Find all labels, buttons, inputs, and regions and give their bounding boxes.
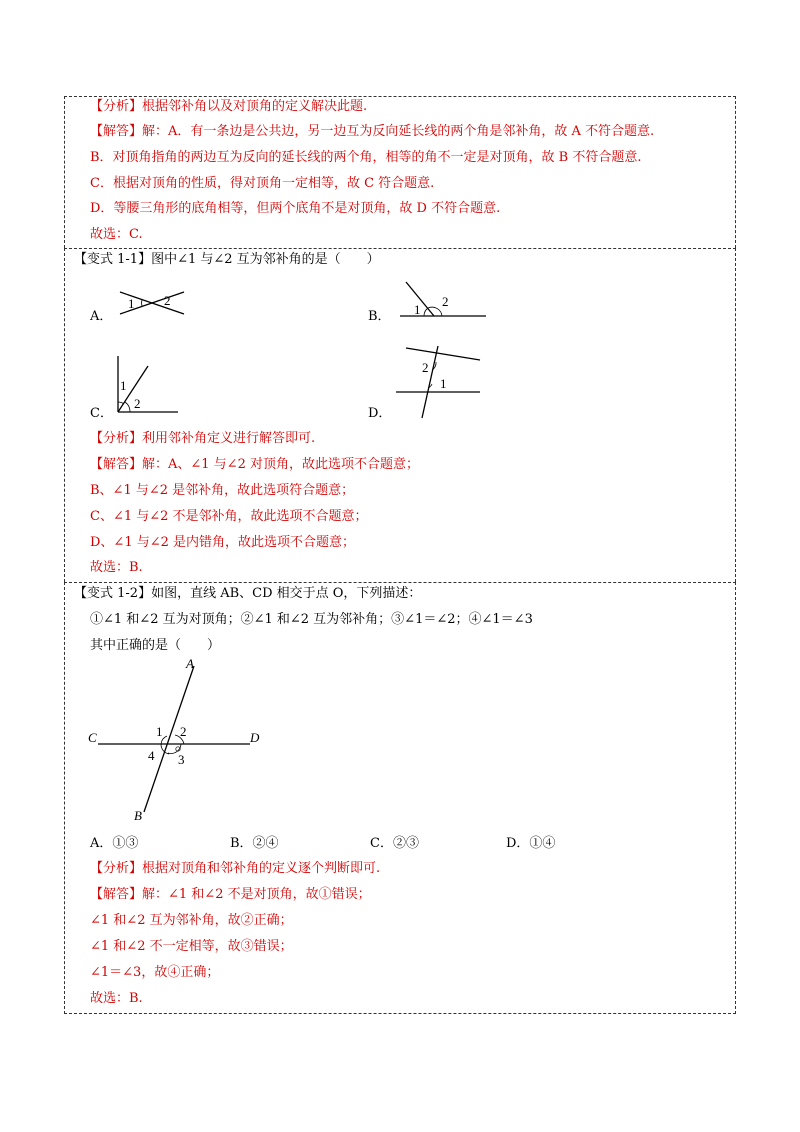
answer-c: C．根据对顶角的性质，得对顶角一定相等，故 C 符合题意. bbox=[90, 176, 435, 191]
figure-b bbox=[396, 278, 492, 322]
analysis-text-3: 【分析】根据对顶角和邻补角的定义逐个判断即可. bbox=[90, 861, 381, 876]
option-a-label: A． bbox=[90, 309, 113, 324]
question-text-3: 【变式 1-2】如图，直线 AB、CD 相交于点 O，下列描述： bbox=[74, 586, 422, 601]
figure-c-label-1: 1 bbox=[120, 378, 127, 393]
figure-a bbox=[112, 286, 192, 326]
option-b-label: B． bbox=[368, 309, 391, 324]
choice-text-3: 故选：B. bbox=[90, 991, 143, 1006]
figure-d-label-1: 1 bbox=[440, 376, 447, 391]
statements-text: ①∠1 和∠2 互为对顶角；②∠1 和∠2 互为邻补角；③∠1＝∠2；④∠1＝∠3 bbox=[90, 612, 533, 627]
figure-a-label-2: 2 bbox=[164, 293, 171, 308]
answer-line-2: ∠1 和∠2 互为邻补角，故②正确； bbox=[90, 913, 293, 928]
answer-d-2: D、∠1 与∠2 是内错角，故此选项不合题意； bbox=[90, 535, 356, 550]
answer-line-3: ∠1 和∠2 不一定相等，故③错误； bbox=[90, 939, 293, 954]
answer-text-3: 【解答】解：∠1 和∠2 不是对顶角，故①错误； bbox=[90, 887, 371, 902]
option-a-3: A．①③ bbox=[90, 836, 139, 851]
figure-a-label-1: 1 bbox=[128, 296, 135, 311]
prompt-text: 其中正确的是（ ） bbox=[90, 638, 221, 653]
option-b-3: B．②④ bbox=[230, 836, 279, 851]
figure-label-3: 3 bbox=[178, 752, 185, 767]
figure-d bbox=[392, 342, 484, 422]
option-c-label: C． bbox=[90, 406, 113, 421]
figure-b-label-2: 2 bbox=[442, 294, 449, 309]
option-c-3: C．②③ bbox=[370, 836, 419, 851]
figure-label-C: C bbox=[88, 730, 97, 745]
figure-label-4: 4 bbox=[148, 748, 155, 763]
answer-b: B．对顶角指角的两边互为反向的延长线的两个角，相等的角不一定是对顶角，故 B 不符合题意. bbox=[90, 150, 642, 165]
figure-label-B: B bbox=[134, 808, 142, 823]
choice-text: 故选：C. bbox=[90, 227, 143, 242]
question-text: 【变式 1-1】图中∠1 与∠2 互为邻补角的是（ ） bbox=[74, 252, 380, 267]
answer-b-2: B、∠1 与∠2 是邻补角，故此选项符合题意； bbox=[90, 483, 355, 498]
answer-text-2: 【解答】解：A、∠1 与∠2 对顶角，故此选项不合题意； bbox=[90, 457, 419, 472]
frame-block-1 bbox=[64, 96, 736, 248]
answer-line-4: ∠1＝∠3，故④正确； bbox=[90, 965, 220, 980]
figure-b-label-1: 1 bbox=[414, 302, 421, 317]
figure-ab-cd bbox=[86, 656, 266, 824]
figure-c bbox=[112, 352, 184, 416]
figure-label-A: A bbox=[186, 656, 194, 671]
analysis-text: 【分析】根据邻补角以及对顶角的定义解决此题. bbox=[90, 99, 368, 114]
answer-d: D．等腰三角形的底角相等，但两个底角不是对顶角，故 D 不符合题意. bbox=[90, 201, 501, 216]
option-d-label: D． bbox=[368, 406, 392, 421]
figure-d-label-2: 2 bbox=[422, 360, 429, 375]
analysis-text-2: 【分析】利用邻补角定义进行解答即可. bbox=[90, 431, 316, 446]
figure-label-2: 2 bbox=[180, 724, 187, 739]
figure-label-1: 1 bbox=[156, 724, 163, 739]
answer-c-2: C、∠1 与∠2 不是邻补角，故此选项不合题意； bbox=[90, 509, 368, 524]
option-d-3: D．①④ bbox=[506, 836, 556, 851]
choice-text-2: 故选：B. bbox=[90, 560, 143, 575]
figure-label-D: D bbox=[250, 730, 260, 745]
answer-text: 【解答】解：A．有一条边是公共边，另一边互为反向延长线的两个角是邻补角，故 A 不符合题意. bbox=[90, 124, 655, 139]
figure-c-label-2: 2 bbox=[134, 396, 141, 411]
